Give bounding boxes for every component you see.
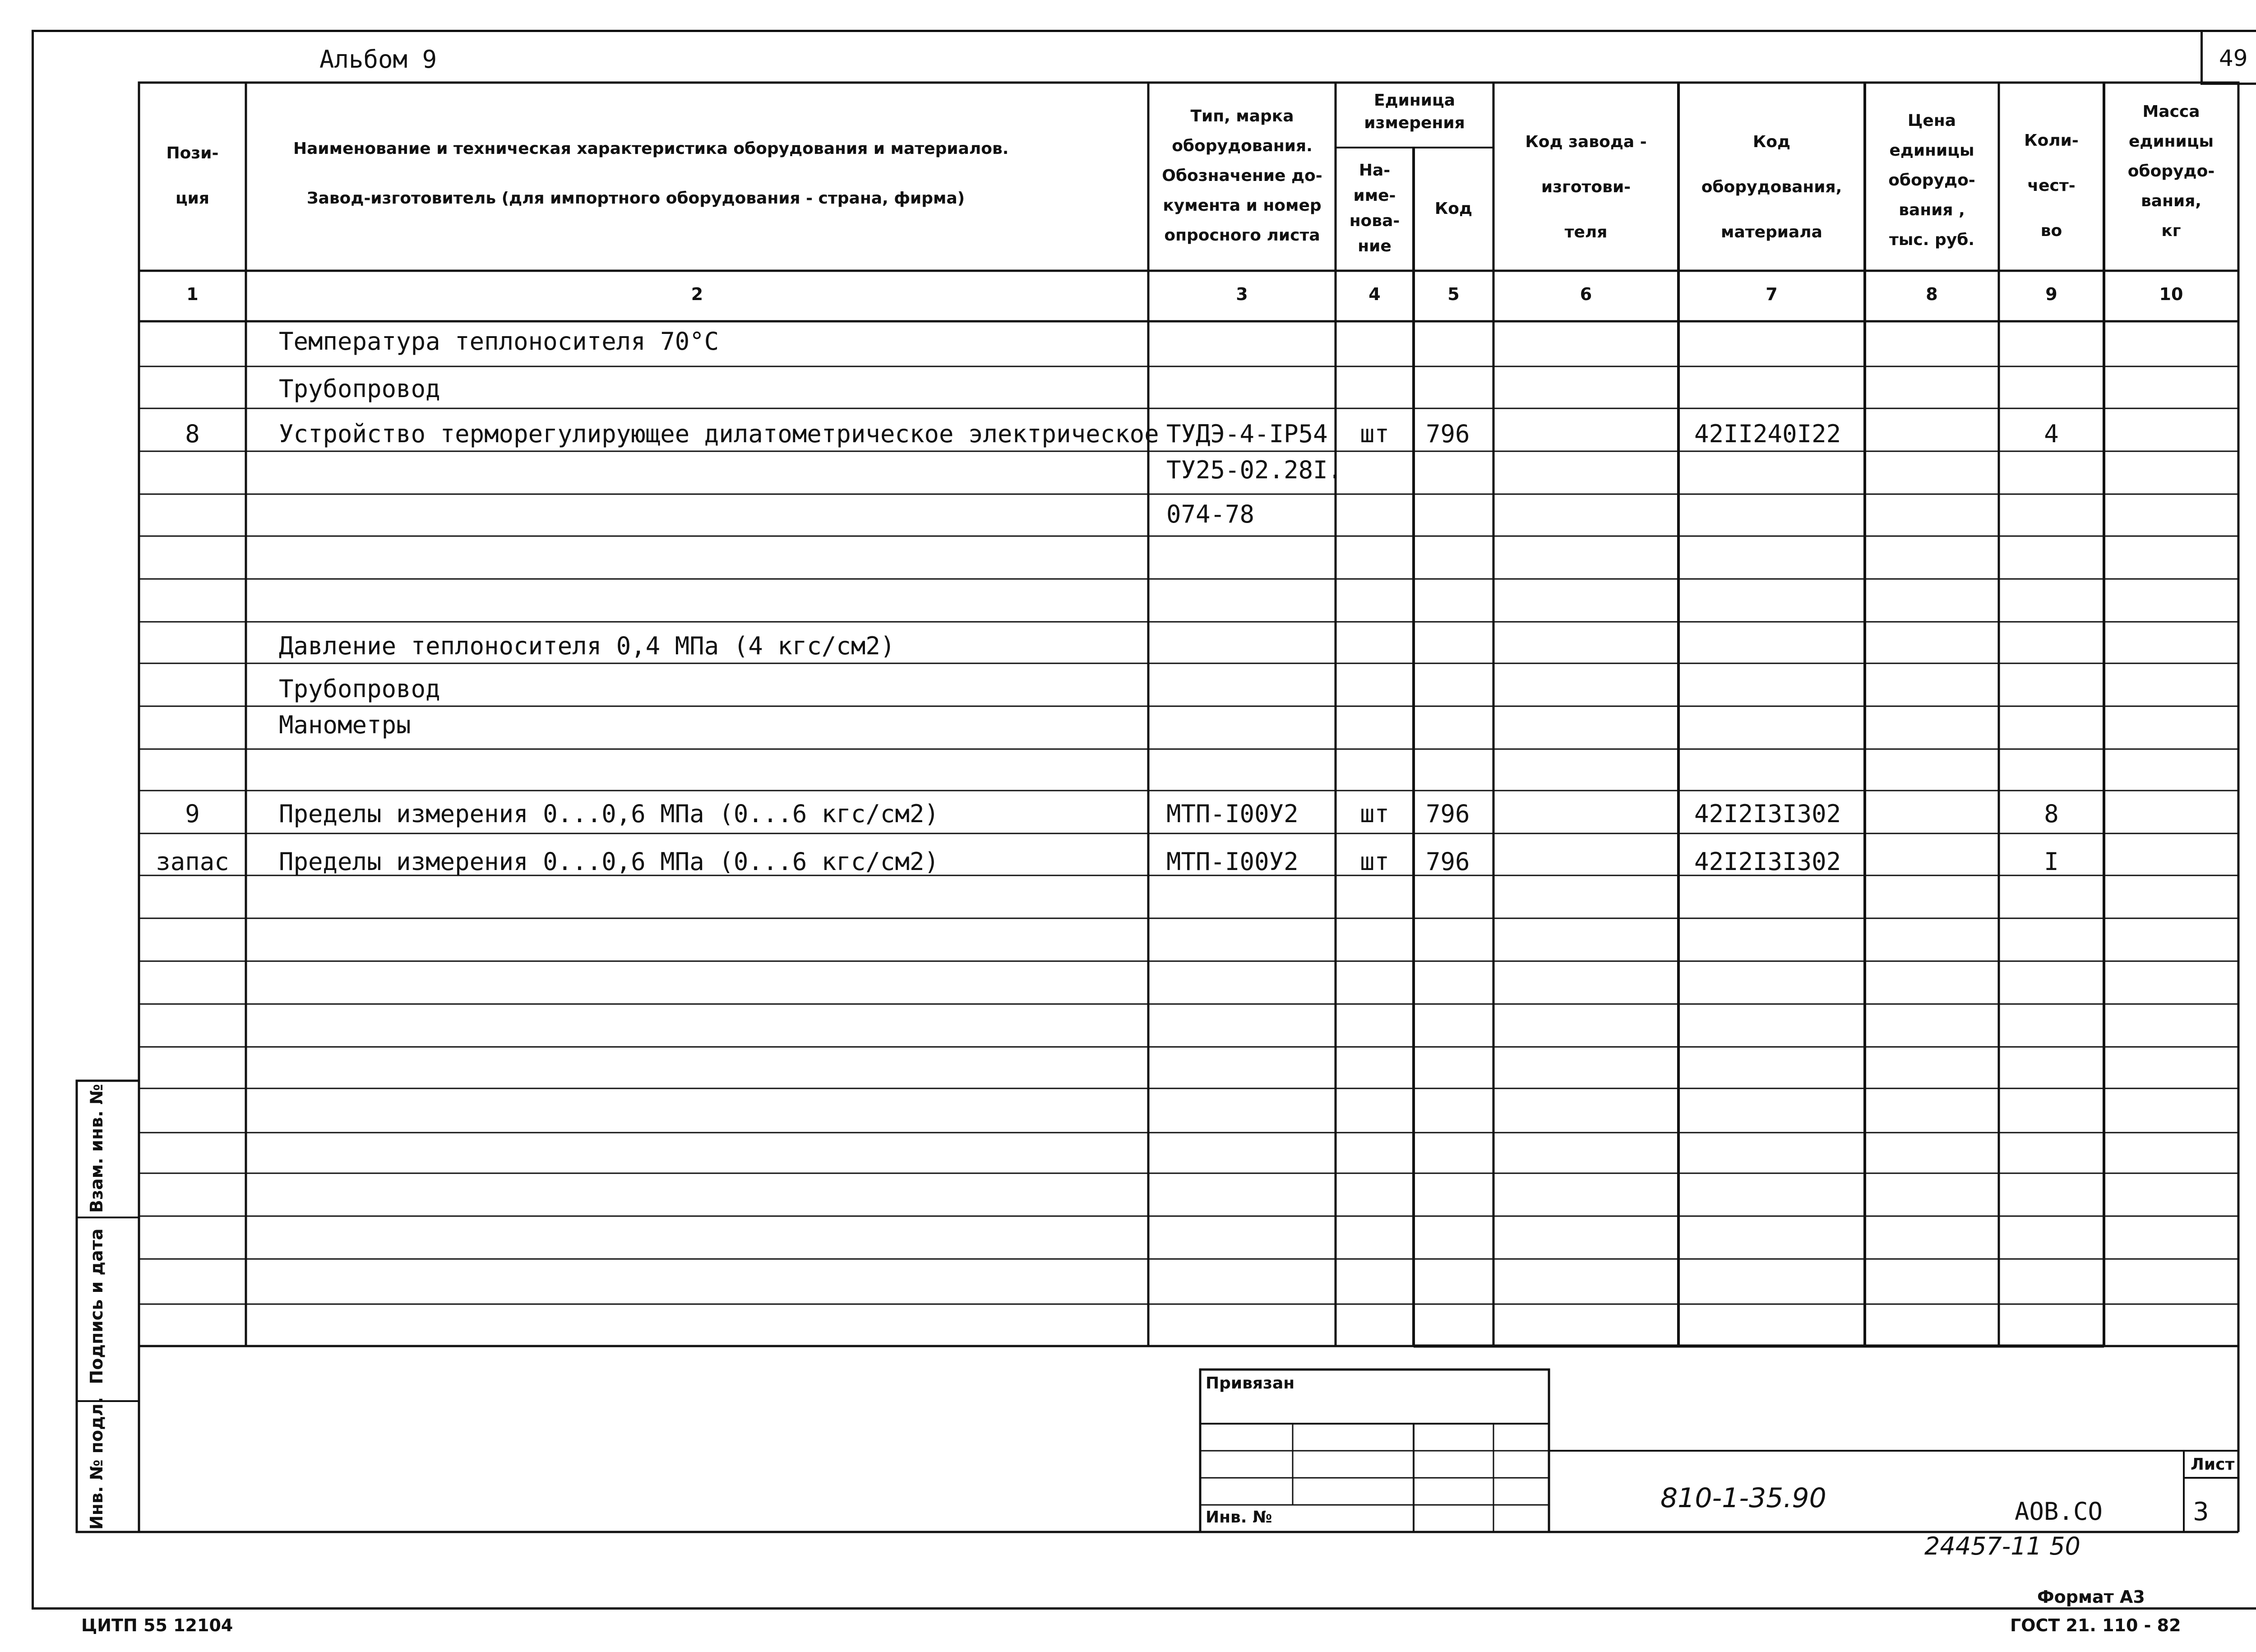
header-plant-code: Код завода - изготови- теля xyxy=(1525,133,1647,241)
header-unit-name: На- име- нова- ние xyxy=(1349,161,1400,255)
colnum-4: 4 xyxy=(1368,284,1381,304)
album-label: Альбом 9 xyxy=(319,45,437,74)
footer-format: Формат А3 xyxy=(2037,1587,2145,1607)
header-equipment-code: Код оборудования, материала xyxy=(1701,133,1842,241)
table-row-unit: шт xyxy=(1359,420,1390,448)
table-row-type: ТУДЭ-4-IР54 xyxy=(1166,420,1328,448)
doc-code-handwritten: 810-1-35.90 xyxy=(1660,1482,1826,1514)
table-row-equipment-code: 42II240I22 xyxy=(1694,420,1841,448)
colnum-6: 6 xyxy=(1580,284,1592,304)
table-row-position: запас xyxy=(156,847,229,876)
colnum-7: 7 xyxy=(1766,284,1778,304)
table-row-type: МТП-I00У2 xyxy=(1166,847,1299,876)
table-row-type: 074-78 xyxy=(1166,500,1255,528)
colnum-5: 5 xyxy=(1447,284,1460,304)
table-row-name: Трубопровод xyxy=(279,375,440,403)
colnum-1: 1 xyxy=(186,284,199,304)
table-row-name: Устройство терморегулирующее дилатометрическое электрическое xyxy=(279,420,1159,448)
table-row-name: Пределы измерения 0...0,6 МПа (0...6 кгс/см2) xyxy=(279,800,939,828)
side-stamp-original-inv: Инв. № подл. xyxy=(87,1397,106,1530)
side-stamp-replaced-inv: Взам. инв. № xyxy=(87,1084,106,1213)
table-row-name: Пределы измерения 0...0,6 МПа (0...6 кгс/см2) xyxy=(279,847,939,876)
table-row-position: 9 xyxy=(185,800,200,828)
table-row-unit: шт xyxy=(1359,847,1390,876)
table-row-code: 796 xyxy=(1426,800,1470,828)
table-row-quantity: I xyxy=(2044,847,2059,876)
table-row-name: Давление теплоносителя 0,4 МПа (4 кгс/см2) xyxy=(279,632,895,660)
header-unit-group: Единица измерения xyxy=(1364,91,1465,132)
table-row-type: МТП-I00У2 xyxy=(1166,800,1299,828)
table-row-type: ТУ25-02.28I. xyxy=(1166,456,1343,484)
inv-no-label: Инв. № xyxy=(1206,1508,1272,1527)
table-row-name: Температура теплоносителя 70°С xyxy=(279,327,719,356)
colnum-2: 2 xyxy=(691,284,703,304)
header-price: Цена единицы оборудо- вания , тыс. руб. xyxy=(1888,111,1975,249)
colnum-8: 8 xyxy=(1926,284,1938,304)
colnum-3: 3 xyxy=(1236,284,1248,304)
header-quantity: Коли- чест- во xyxy=(2024,131,2079,240)
sheet-label: Лист xyxy=(2191,1455,2235,1474)
footer-left: ЦИТП 55 12104 xyxy=(81,1615,233,1635)
table-row-code: 796 xyxy=(1426,420,1470,448)
table-row-code: 796 xyxy=(1426,847,1470,876)
table-row-quantity: 4 xyxy=(2044,420,2059,448)
table-row-equipment-code: 42I2I3I302 xyxy=(1694,847,1841,876)
table-row-name: Трубопровод xyxy=(279,675,440,703)
side-stamp-signature-date: Подпись и дата xyxy=(87,1228,106,1384)
table-row-unit: шт xyxy=(1359,800,1390,828)
table-row-name: Манометры xyxy=(279,711,411,739)
colnum-10: 10 xyxy=(2159,284,2183,304)
header-type: Тип, марка оборудования. Обозначение до- кумента и номер опросного листа xyxy=(1162,107,1322,245)
sheet-value: 3 xyxy=(2193,1497,2209,1527)
table-row-equipment-code: 42I2I3I302 xyxy=(1694,800,1841,828)
header-name: Наименование и техническая характеристика оборудования и материалов. Завод-изготовитель (для импортного оборудования - страна, фирма) xyxy=(293,139,1009,208)
header-mass: Масса единицы оборудо- вания, кг xyxy=(2127,102,2215,240)
doc-code: АОВ.СО xyxy=(2015,1497,2103,1526)
header-position: Пози- ция xyxy=(166,144,219,208)
table-row-quantity: 8 xyxy=(2044,800,2059,828)
table-row-position: 8 xyxy=(185,420,200,448)
colnum-9: 9 xyxy=(2045,284,2057,304)
bound-label: Привязан xyxy=(1206,1374,1295,1393)
sheet-number: 49 xyxy=(2219,45,2248,71)
header-unit-code: Код xyxy=(1434,199,1473,218)
handwritten-note: 24457-11 50 xyxy=(1924,1532,2080,1560)
footer-gost: ГОСТ 21. 110 - 82 xyxy=(2010,1615,2181,1635)
